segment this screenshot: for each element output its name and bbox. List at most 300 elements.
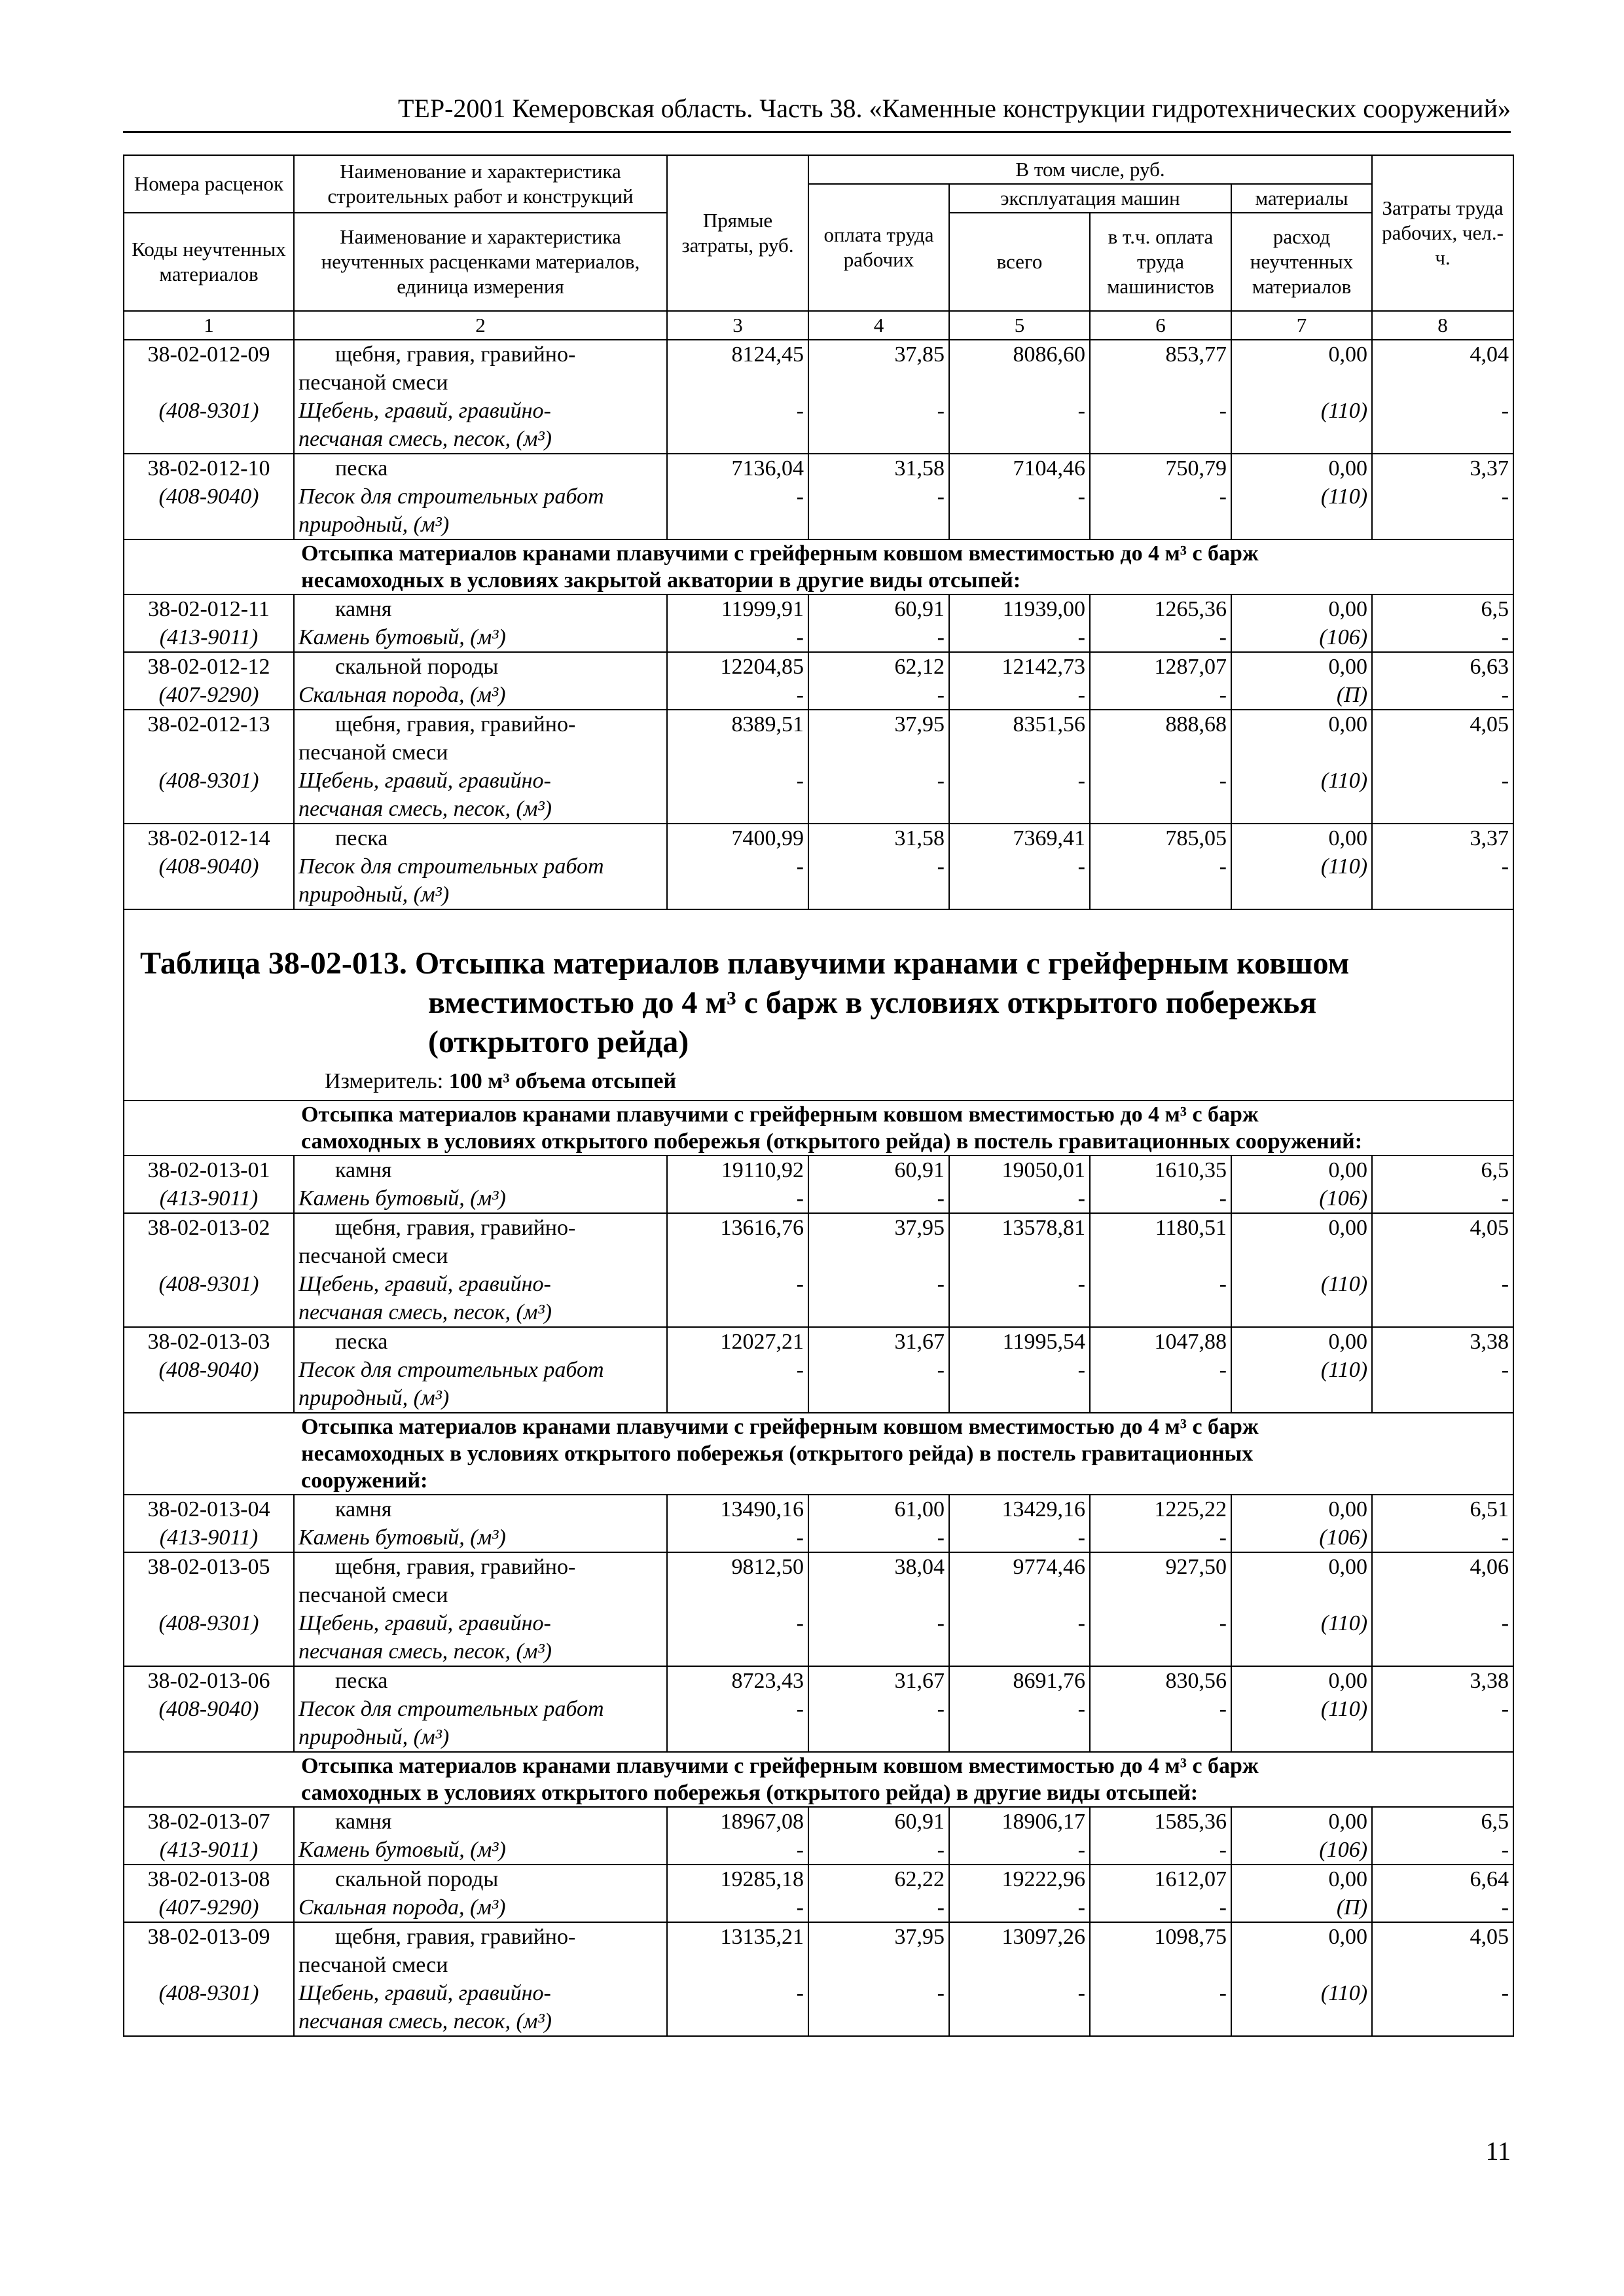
- dash: -: [937, 399, 945, 423]
- value: 3,37: [1470, 456, 1509, 481]
- rate-code-cell: [124, 594, 294, 652]
- rate-code: 38-02-013-01: [147, 1158, 270, 1182]
- work-name-cell: [294, 1922, 667, 2036]
- work-name: скальной породы: [335, 655, 499, 679]
- section-row: [124, 1752, 1513, 1807]
- value: 13429,16: [1001, 1497, 1085, 1522]
- value-cell: [1231, 594, 1372, 652]
- material-consumption: (110): [1320, 769, 1368, 793]
- material-name: природный, (м³): [298, 1386, 450, 1410]
- value-cell: [667, 454, 808, 539]
- value-cell: [1372, 594, 1513, 652]
- table-title-line: вместимостью до 4 м³ с барж в условиях открытого побережья: [428, 985, 1317, 1020]
- spacer: [1094, 369, 1227, 397]
- spacer: [128, 1242, 289, 1270]
- dash: -: [1501, 399, 1509, 423]
- work-name: камня: [335, 1810, 392, 1834]
- spacer: [954, 1951, 1085, 1979]
- value: 11999,91: [721, 597, 804, 621]
- spacer: [813, 738, 945, 767]
- header-machinist-pay: в т.ч. оплата труда машинистов: [1090, 213, 1231, 311]
- material-consumption: (П): [1336, 683, 1368, 707]
- material-consumption: (110): [1320, 1697, 1368, 1721]
- work-name-cell: [294, 1495, 667, 1552]
- material-name: Песок для строительных работ: [298, 1697, 604, 1721]
- value: 31,67: [894, 1330, 945, 1354]
- dash: -: [1501, 1697, 1509, 1721]
- rate-code: 38-02-012-12: [147, 655, 270, 679]
- dash: -: [1219, 683, 1227, 707]
- dash: -: [1077, 1272, 1085, 1296]
- value-cell: [667, 652, 808, 710]
- value-cell: [1231, 1552, 1372, 1666]
- value: 1098,75: [1154, 1925, 1227, 1949]
- table-row: [124, 594, 1513, 652]
- dash: -: [1219, 1981, 1227, 2005]
- dash: -: [1219, 484, 1227, 509]
- table-header: [124, 155, 1513, 340]
- value: 1585,36: [1154, 1810, 1227, 1834]
- rate-code: 38-02-012-10: [147, 456, 270, 481]
- work-name: камня: [335, 1158, 392, 1182]
- value-cell: [808, 1156, 949, 1213]
- value: 6,5: [1481, 597, 1509, 621]
- value-cell: [808, 1666, 949, 1752]
- value-cell: [667, 1922, 808, 2036]
- dash: -: [937, 1358, 945, 1382]
- value-cell: [1231, 1156, 1372, 1213]
- value: 11939,00: [1002, 597, 1085, 621]
- value-cell: [1231, 454, 1372, 539]
- dash: -: [1219, 1525, 1227, 1550]
- dash: -: [1501, 1981, 1509, 2005]
- value-cell: [1090, 1807, 1231, 1865]
- value: 62,12: [894, 655, 945, 679]
- value-cell: [949, 1327, 1090, 1413]
- value: 60,91: [894, 597, 945, 621]
- value-cell: [1372, 1213, 1513, 1327]
- value: 9774,46: [1013, 1555, 1085, 1579]
- dash: -: [1501, 1611, 1509, 1635]
- work-name-cell: [294, 652, 667, 710]
- section-heading: Отсыпка материалов кранами плавучими с грейферным ковшом вместимостью до 4 м³ с барж несамоходных в условиях открытого побережья (открытого рейда) в постель гравитационных сооружений:: [124, 1413, 1513, 1495]
- table-row: [124, 1666, 1513, 1752]
- value-cell: [1090, 1213, 1231, 1327]
- value: 0,00: [1328, 1158, 1368, 1182]
- dash: -: [1501, 1358, 1509, 1382]
- value: 0,00: [1328, 342, 1368, 367]
- value-cell: [1372, 1552, 1513, 1666]
- spacer: [1236, 1242, 1367, 1270]
- value-cell: [1231, 1495, 1372, 1552]
- value: 62,22: [894, 1867, 945, 1891]
- value: 6,51: [1470, 1497, 1509, 1522]
- value: 37,95: [894, 1216, 945, 1240]
- value-cell: [808, 1495, 949, 1552]
- page-header: ТЕР-2001 Кемеровская область. Часть 38. «Каменные конструкции гидротехнических сооружений»: [123, 93, 1511, 133]
- value: 0,00: [1328, 826, 1368, 850]
- value: 4,06: [1470, 1555, 1509, 1579]
- dash: -: [1219, 1611, 1227, 1635]
- header-unaccounted-materials: расход неучтенных материалов: [1231, 213, 1372, 311]
- col-number: 4: [808, 311, 949, 340]
- material-consumption: (П): [1336, 1895, 1368, 1920]
- value-cell: [1090, 1156, 1231, 1213]
- table-row: [124, 1495, 1513, 1552]
- col-number: 7: [1231, 311, 1372, 340]
- material-consumption: (110): [1320, 484, 1368, 509]
- spacer: [1236, 369, 1367, 397]
- value: 13097,26: [1001, 1925, 1085, 1949]
- dash: -: [1501, 1895, 1509, 1920]
- material-name: Камень бутовый, (м³): [298, 1186, 506, 1211]
- value-cell: [808, 824, 949, 909]
- value: 0,00: [1328, 597, 1368, 621]
- value-cell: [667, 824, 808, 909]
- material-code: (408-9301): [158, 1272, 259, 1296]
- rate-code: 38-02-013-04: [147, 1497, 270, 1522]
- dash: -: [1077, 625, 1085, 649]
- dash: -: [937, 1895, 945, 1920]
- material-code: (408-9301): [158, 1611, 259, 1635]
- dash: -: [1501, 683, 1509, 707]
- value-cell: [1090, 1922, 1231, 2036]
- value: 18967,08: [720, 1810, 804, 1834]
- value: 6,5: [1481, 1810, 1509, 1834]
- value-cell: [1372, 1156, 1513, 1213]
- material-code: (407-9290): [158, 683, 259, 707]
- value: 1047,88: [1154, 1330, 1227, 1354]
- dash: -: [1501, 1525, 1509, 1550]
- material-consumption: (110): [1320, 1981, 1368, 2005]
- value-cell: [808, 710, 949, 824]
- value-cell: [1372, 1865, 1513, 1922]
- dash: -: [1077, 1611, 1085, 1635]
- dash: -: [1501, 484, 1509, 509]
- table-title-line: Таблица 38-02-013. Отсыпка материалов плавучими кранами с грейферным ковшом: [140, 946, 1350, 981]
- section-row: [124, 539, 1513, 594]
- value: 19285,18: [720, 1867, 804, 1891]
- work-name: песчаной смеси: [298, 740, 448, 765]
- table-title-block: [124, 910, 1513, 1100]
- dash: -: [1077, 1981, 1085, 2005]
- dash: -: [1077, 854, 1085, 879]
- value: 750,79: [1165, 456, 1227, 481]
- spacer: [672, 1951, 804, 1979]
- value: 1180,51: [1155, 1216, 1227, 1240]
- value-cell: [808, 1922, 949, 2036]
- work-name: песчаной смеси: [298, 1953, 448, 1977]
- value-cell: [667, 340, 808, 454]
- value-cell: [1231, 710, 1372, 824]
- spacer: [1377, 1581, 1509, 1609]
- dash: -: [1501, 1272, 1509, 1296]
- material-code: (408-9040): [158, 1697, 259, 1721]
- table-row: [124, 1807, 1513, 1865]
- value: 853,77: [1165, 342, 1227, 367]
- spacer: [1094, 1951, 1227, 1979]
- value-cell: [1090, 1552, 1231, 1666]
- value: 927,50: [1165, 1555, 1227, 1579]
- dash: -: [1077, 1358, 1085, 1382]
- dash: -: [937, 484, 945, 509]
- value: 0,00: [1328, 1867, 1368, 1891]
- value-cell: [1231, 340, 1372, 454]
- table-title-row: [124, 909, 1513, 1101]
- section-row: [124, 1101, 1513, 1156]
- work-name-cell: [294, 594, 667, 652]
- value: 7104,46: [1013, 456, 1085, 481]
- value-cell: [1231, 824, 1372, 909]
- dash: -: [1077, 683, 1085, 707]
- value: 0,00: [1328, 1925, 1368, 1949]
- rate-code: 38-02-013-06: [147, 1669, 270, 1693]
- material-name: Песок для строительных работ: [298, 1358, 604, 1382]
- material-code: (408-9040): [158, 854, 259, 879]
- work-name: песчаной смеси: [298, 1583, 448, 1607]
- table-row: [124, 340, 1513, 454]
- header-machines-total: всего: [949, 213, 1090, 311]
- value: 38,04: [894, 1555, 945, 1579]
- value: 31,58: [894, 826, 945, 850]
- value-cell: [808, 1213, 949, 1327]
- value: 7136,04: [731, 456, 804, 481]
- material-code: (408-9040): [158, 1358, 259, 1382]
- value-cell: [1231, 1213, 1372, 1327]
- work-name-cell: [294, 1552, 667, 1666]
- dash: -: [796, 1838, 804, 1862]
- spacer: [1377, 738, 1509, 767]
- rate-code-cell: [124, 1495, 294, 1552]
- rate-code-cell: [124, 652, 294, 710]
- dash: -: [796, 484, 804, 509]
- dash: -: [1219, 1895, 1227, 1920]
- rate-code-cell: [124, 1807, 294, 1865]
- value: 0,00: [1328, 1810, 1368, 1834]
- value: 8723,43: [731, 1669, 804, 1693]
- value-cell: [949, 1666, 1090, 1752]
- dash: -: [1077, 1838, 1085, 1862]
- value-cell: [667, 710, 808, 824]
- dash: -: [1077, 1525, 1085, 1550]
- material-name: Камень бутовый, (м³): [298, 1838, 506, 1862]
- value: 8351,56: [1013, 712, 1085, 737]
- spacer: [1236, 1581, 1367, 1609]
- work-name: щебня, гравия, гравийно-: [335, 1925, 576, 1949]
- value: 19050,01: [1001, 1158, 1085, 1182]
- spacer: [672, 1242, 804, 1270]
- spacer: [813, 1951, 945, 1979]
- value-cell: [667, 1213, 808, 1327]
- value-cell: [949, 824, 1090, 909]
- value-cell: [1372, 710, 1513, 824]
- table-row: [124, 1327, 1513, 1413]
- table-row: [124, 1213, 1513, 1327]
- header-direct-costs: Прямые затраты, руб.: [667, 155, 808, 311]
- material-consumption: (110): [1320, 854, 1368, 879]
- dash: -: [1501, 1838, 1509, 1862]
- dash: -: [796, 854, 804, 879]
- dash: -: [796, 683, 804, 707]
- dash: -: [1501, 854, 1509, 879]
- value-cell: [1372, 1495, 1513, 1552]
- dash: -: [1219, 625, 1227, 649]
- dash: -: [796, 1697, 804, 1721]
- value: 4,04: [1470, 342, 1509, 367]
- value: 1610,35: [1154, 1158, 1227, 1182]
- value-cell: [1090, 340, 1231, 454]
- rate-code: 38-02-013-03: [147, 1330, 270, 1354]
- work-name-cell: [294, 824, 667, 909]
- rate-code: 38-02-012-11: [148, 597, 270, 621]
- value: 6,63: [1470, 655, 1509, 679]
- dash: -: [1219, 1358, 1227, 1382]
- rate-code-cell: [124, 454, 294, 539]
- dash: -: [1219, 854, 1227, 879]
- dash: -: [937, 1186, 945, 1211]
- value-cell: [949, 594, 1090, 652]
- material-name: Песок для строительных работ: [298, 854, 604, 879]
- spacer: [954, 369, 1085, 397]
- value-cell: [1090, 1495, 1231, 1552]
- page-number: 11: [1485, 2136, 1511, 2166]
- header-machines: эксплуатация машин: [949, 184, 1231, 213]
- rate-code: 38-02-012-09: [147, 342, 270, 367]
- value: 7400,99: [731, 826, 804, 850]
- table-row: [124, 652, 1513, 710]
- material-name: Камень бутовый, (м³): [298, 625, 506, 649]
- value: 37,95: [894, 1925, 945, 1949]
- spacer: [672, 1581, 804, 1609]
- dash: -: [796, 1272, 804, 1296]
- spacer: [954, 738, 1085, 767]
- material-name: Щебень, гравий, гравийно-: [298, 769, 551, 793]
- value-cell: [1372, 1666, 1513, 1752]
- value-cell: [808, 1807, 949, 1865]
- value-cell: [1231, 652, 1372, 710]
- measurement-label: Измеритель:: [325, 1069, 444, 1093]
- col-number: 6: [1090, 311, 1231, 340]
- rate-code-cell: [124, 710, 294, 824]
- dash: -: [1077, 769, 1085, 793]
- material-name: Щебень, гравий, гравийно-: [298, 1272, 551, 1296]
- value-cell: [1372, 1922, 1513, 2036]
- table-title-line: (открытого рейда): [428, 1025, 689, 1059]
- dash: -: [1219, 769, 1227, 793]
- value: 13490,16: [720, 1497, 804, 1522]
- material-consumption: (106): [1319, 1525, 1368, 1550]
- col-number: 1: [124, 311, 294, 340]
- dash: -: [796, 1358, 804, 1382]
- material-name: Щебень, гравий, гравийно-: [298, 1981, 551, 2005]
- material-consumption: (110): [1320, 1272, 1368, 1296]
- dash: -: [796, 769, 804, 793]
- dash: -: [1219, 1272, 1227, 1296]
- value: 3,38: [1470, 1669, 1509, 1693]
- value-cell: [1090, 1865, 1231, 1922]
- dash: -: [1501, 1186, 1509, 1211]
- work-name-cell: [294, 710, 667, 824]
- value: 1287,07: [1154, 655, 1227, 679]
- spacer: [1377, 1242, 1509, 1270]
- value-cell: [949, 454, 1090, 539]
- spacer: [954, 1242, 1085, 1270]
- work-name: песчаной смеси: [298, 371, 448, 395]
- spacer: [1094, 1581, 1227, 1609]
- rate-code-cell: [124, 1666, 294, 1752]
- header-name-bottom: Наименование и характеристика неучтенных расценками материалов, единица измерения: [294, 213, 667, 311]
- header-materials: материалы: [1231, 184, 1372, 213]
- table-title-cell: [124, 909, 1513, 1101]
- material-name: Скальная порода, (м³): [298, 1895, 506, 1920]
- value: 0,00: [1328, 1330, 1368, 1354]
- value: 9812,50: [731, 1555, 804, 1579]
- material-name: Скальная порода, (м³): [298, 683, 506, 707]
- value-cell: [949, 340, 1090, 454]
- value-cell: [667, 1666, 808, 1752]
- header-worker-pay: оплата труда рабочих: [808, 184, 949, 311]
- rate-code: 38-02-013-07: [147, 1810, 270, 1834]
- value: 8691,76: [1013, 1669, 1085, 1693]
- value: 12142,73: [1001, 655, 1085, 679]
- value-cell: [808, 594, 949, 652]
- value-cell: [667, 1865, 808, 1922]
- spacer: [1094, 738, 1227, 767]
- section-heading: Отсыпка материалов кранами плавучими с грейферным ковшом вместимостью до 4 м³ с барж самоходных в условиях открытого побережья (открытого рейда) в другие виды отсыпей:: [124, 1752, 1513, 1807]
- value-cell: [949, 1552, 1090, 1666]
- work-name-cell: [294, 1213, 667, 1327]
- value-cell: [949, 710, 1090, 824]
- material-code: (413-9011): [159, 1838, 259, 1862]
- table-row: [124, 1552, 1513, 1666]
- material-code: (408-9301): [158, 1981, 259, 2005]
- col-number: 5: [949, 311, 1090, 340]
- section-row: [124, 1413, 1513, 1495]
- value: 37,95: [894, 712, 945, 737]
- spacer: [813, 1242, 945, 1270]
- table-row: [124, 710, 1513, 824]
- material-name: песчаная смесь, песок, (м³): [298, 1639, 552, 1664]
- material-name: Щебень, гравий, гравийно-: [298, 399, 551, 423]
- dash: -: [796, 625, 804, 649]
- col-number: 8: [1372, 311, 1513, 340]
- work-name: песчаной смеси: [298, 1244, 448, 1268]
- dash: -: [1501, 769, 1509, 793]
- dash: -: [1077, 1697, 1085, 1721]
- value-cell: [1231, 1865, 1372, 1922]
- value: 13135,21: [720, 1925, 804, 1949]
- header-name-top: Наименование и характеристика строительных работ и конструкций: [294, 155, 667, 213]
- dash: -: [796, 1981, 804, 2005]
- spacer: [1377, 1951, 1509, 1979]
- value: 1265,36: [1154, 597, 1227, 621]
- value-cell: [1090, 824, 1231, 909]
- dash: -: [937, 854, 945, 879]
- value: 12027,21: [720, 1330, 804, 1354]
- spacer: [1377, 369, 1509, 397]
- rate-code: 38-02-012-14: [147, 826, 270, 850]
- material-code: (408-9301): [158, 769, 259, 793]
- value-cell: [949, 1495, 1090, 1552]
- dash: -: [1077, 484, 1085, 509]
- work-name: песка: [335, 1330, 388, 1354]
- value: 0,00: [1328, 1216, 1368, 1240]
- spacer: [128, 369, 289, 397]
- rate-code-cell: [124, 1865, 294, 1922]
- value-cell: [667, 1552, 808, 1666]
- table-row: [124, 824, 1513, 909]
- dash: -: [1077, 1186, 1085, 1211]
